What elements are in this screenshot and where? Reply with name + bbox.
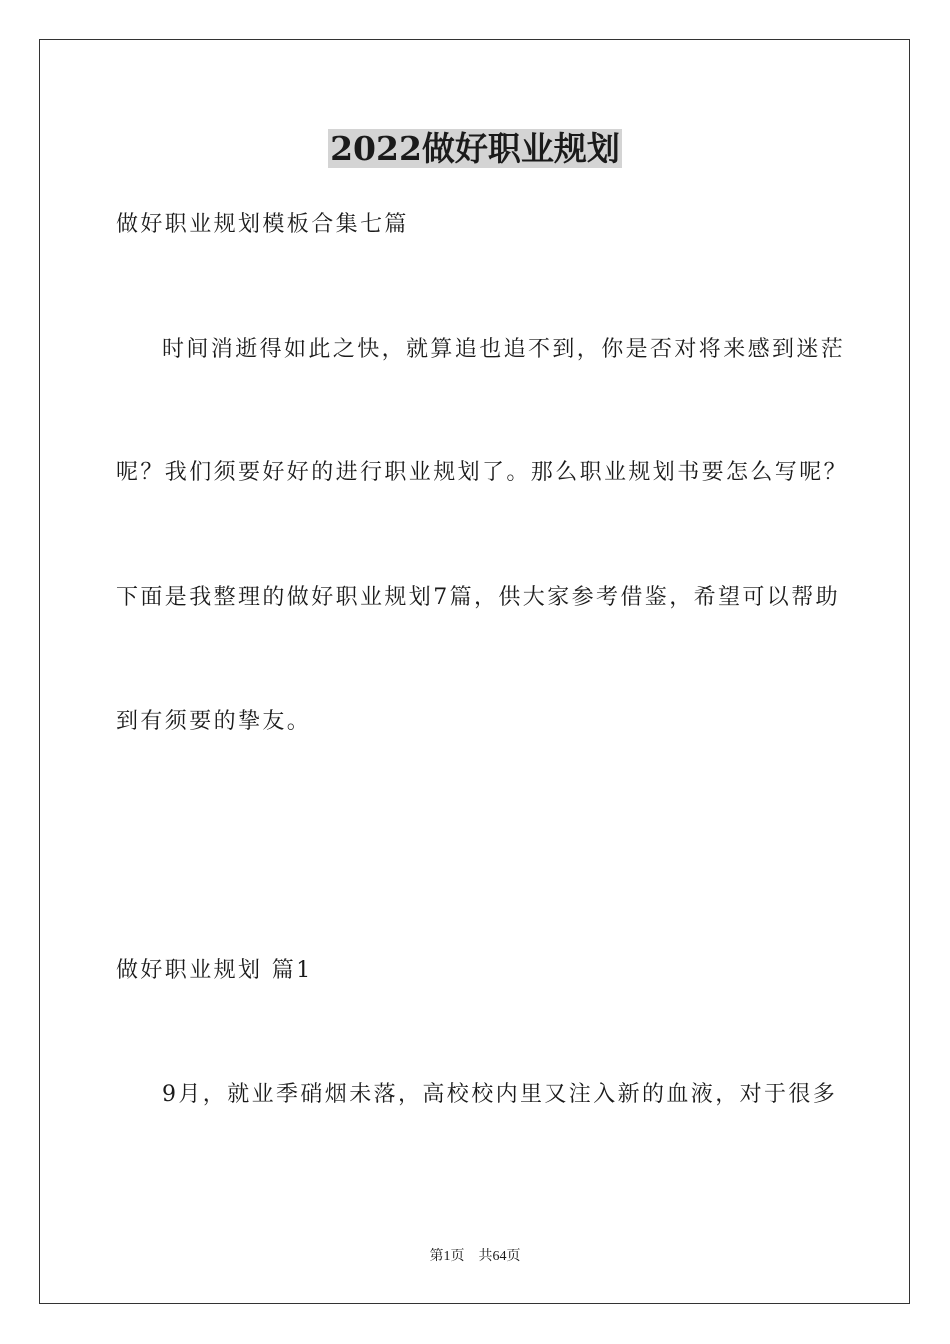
- paragraph-line: 时间消逝得如此之快，就算追也追不到，你是否对将来感到迷茫: [162, 337, 846, 362]
- document-subtitle: 做好职业规划模板合集七篇: [116, 212, 409, 237]
- document-title-text: 2022做好职业规划: [330, 129, 620, 168]
- document-title: [0, 128, 950, 170]
- paragraph-line: 到有须要的挚友。: [116, 709, 312, 734]
- section-heading: 做好职业规划 篇1: [116, 958, 313, 983]
- paragraph-line: 呢？我们须要好好的进行职业规划了。那么职业规划书要怎么写呢？: [116, 460, 849, 485]
- page-number: 第1页: [429, 1249, 465, 1264]
- paragraph-line: 9月，就业季硝烟未落，高校校内里又注入新的血液，对于很多: [162, 1082, 838, 1107]
- page-total: 共64页: [478, 1249, 521, 1264]
- paragraph-line: 下面是我整理的做好职业规划7篇，供大家参考借鉴，希望可以帮助: [116, 585, 840, 610]
- page-footer: [0, 1248, 950, 1266]
